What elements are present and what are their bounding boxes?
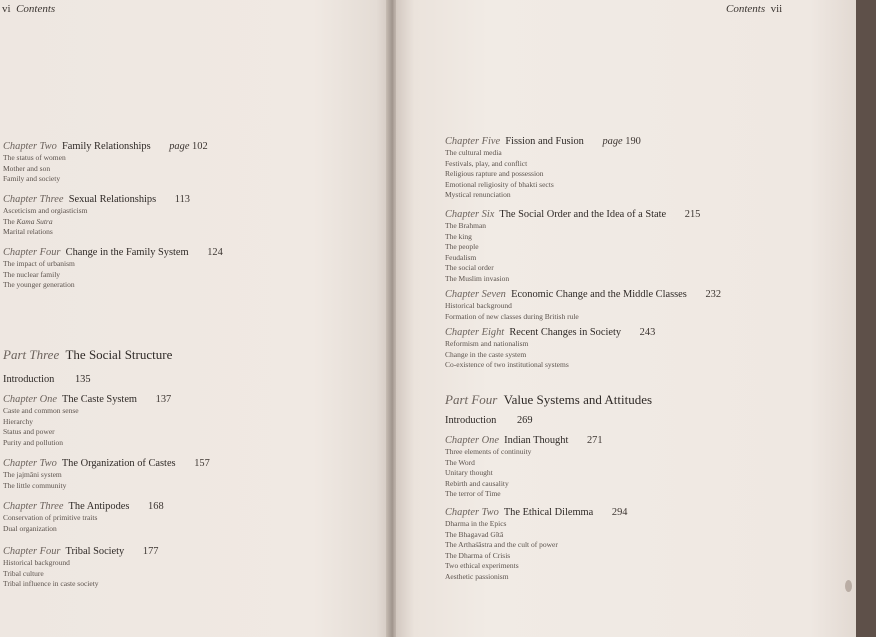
page-number: 271	[586, 435, 603, 446]
toc-chapter	[445, 288, 721, 322]
chapter-label: Chapter Three	[3, 194, 64, 205]
chapter-title: The Caste System	[61, 394, 138, 405]
introduction-label: Introduction	[445, 415, 497, 426]
running-head-title: Contents	[726, 3, 766, 15]
toc-chapter	[445, 135, 641, 201]
toc-subentry: Dual organization	[3, 523, 57, 533]
chapter-title: Change in the Family System	[65, 247, 189, 258]
toc-subentry: Formation of new classes during British rule	[445, 311, 579, 321]
chapter-label: Chapter Seven	[445, 289, 506, 300]
toc-chapter	[3, 140, 208, 185]
page-number: 168	[148, 501, 164, 512]
paper-blemish	[845, 580, 852, 592]
toc-subentry: The king	[445, 231, 472, 241]
toc-subentry: Two ethical experiments	[445, 561, 519, 571]
chapter-title: The Ethical Dilemma	[503, 507, 594, 518]
page-number: 137	[155, 394, 172, 405]
toc-subentry: Marital relations	[3, 227, 53, 237]
toc-chapter	[445, 434, 603, 500]
toc-subentry: The Muslim invasion	[445, 273, 510, 283]
toc-subentry: The little community	[3, 480, 67, 490]
toc-chapter	[445, 208, 700, 285]
toc-subentry: Emotional religiosity of bhakti sects	[445, 179, 554, 189]
toc-subentry: Historical background	[3, 558, 70, 567]
toc-subentry: Tribal culture	[3, 568, 44, 578]
chapter-label: Chapter Five	[445, 136, 501, 147]
chapter-title: The Social Order and the Idea of a State	[499, 209, 667, 220]
folio-number: vii	[770, 3, 783, 15]
introduction-label: Introduction	[3, 374, 55, 385]
toc-subentry: Unitary thought	[445, 468, 493, 478]
toc-chapter	[3, 500, 164, 534]
toc-chapter	[3, 457, 210, 491]
toc-introduction	[445, 414, 533, 427]
toc-subentry: The Brahman	[445, 221, 487, 230]
toc-subentry: The impact of urbanism	[3, 259, 75, 268]
chapter-label: Chapter One	[3, 394, 57, 405]
part-label: Part Four	[445, 392, 498, 407]
toc-subentry: The Arthaśāstra and the cult of power	[445, 540, 558, 550]
toc-subentry: Mother and son	[3, 163, 51, 173]
chapter-label: Chapter Three	[3, 501, 64, 512]
running-head-right	[726, 3, 782, 15]
part-label: Part Three	[3, 347, 60, 362]
toc-subentry: The nuclear family	[3, 269, 61, 279]
chapter-label: Chapter Four	[3, 546, 61, 557]
chapter-title: Indian Thought	[504, 435, 569, 446]
toc-subentry: Three elements of continuity	[445, 447, 532, 456]
toc-subentry: Family and society	[3, 174, 61, 184]
page-number: 243	[639, 327, 656, 338]
chapter-title: Family Relationships	[62, 141, 151, 152]
page-number: 232	[705, 289, 722, 300]
page-number: 177	[142, 546, 159, 557]
chapter-label: Chapter Four	[3, 247, 61, 258]
chapter-title: The Antipodes	[68, 501, 130, 512]
chapter-label: Chapter Two	[445, 507, 499, 518]
toc-chapter	[3, 246, 223, 291]
toc-subentry: Purity and pollution	[3, 437, 63, 447]
toc-chapter	[445, 326, 655, 371]
toc-chapter	[3, 193, 190, 238]
chapter-label: Chapter Six	[445, 209, 495, 220]
toc-subentry: Aesthetic passionism	[445, 571, 509, 581]
toc-subentry: Caste and common sense	[3, 406, 79, 415]
running-head-title: Contents	[16, 3, 56, 15]
chapter-title: Sexual Relationships	[68, 194, 157, 205]
left-page	[0, 0, 392, 637]
toc-chapter	[445, 506, 627, 583]
toc-subentry: The people	[445, 242, 479, 252]
toc-subentry: Dharma in the Epics	[445, 519, 507, 528]
toc-subentry: Tribal influence in caste society	[3, 579, 99, 589]
part-heading	[445, 392, 652, 408]
part-title: Value Systems and Attitudes	[503, 392, 653, 407]
toc-subentry: The status of women	[3, 153, 66, 162]
toc-subentry: Co-existence of two institutional systems	[445, 360, 569, 370]
running-head-left	[2, 3, 55, 15]
toc-subentry: Religious rapture and possession	[445, 169, 544, 179]
chapter-label: Chapter Eight	[445, 327, 505, 338]
toc-subentry: The terror of Time	[445, 489, 501, 499]
toc-subentry: The cultural media	[445, 148, 502, 157]
chapter-label: Chapter Two	[3, 458, 57, 469]
toc-subentry: Hierarchy	[3, 416, 33, 426]
page-number: 135	[74, 374, 91, 385]
toc-subentry: The Word	[445, 457, 475, 467]
toc-subentry: The Kama Sutra	[3, 216, 53, 226]
toc-chapter	[3, 545, 158, 590]
chapter-title: Recent Changes in Society	[509, 327, 622, 338]
toc-subentry: Feudalism	[445, 252, 477, 262]
toc-subentry: The social order	[445, 263, 494, 273]
page-number: 269	[516, 415, 533, 426]
page-number: 215	[684, 209, 701, 220]
part-heading	[3, 347, 172, 363]
page-number: page 190	[602, 136, 641, 147]
chapter-title: Economic Change and the Middle Classes	[511, 289, 687, 300]
toc-subentry: Historical background	[445, 301, 512, 310]
toc-subentry: Change in the caste system	[445, 349, 527, 359]
toc-subentry: Reformism and nationalism	[445, 339, 529, 348]
part-title: The Social Structure	[65, 347, 173, 362]
folio-number: vi	[2, 3, 11, 15]
toc-introduction	[3, 373, 91, 386]
page-number: 157	[194, 458, 210, 469]
page-number: 124	[207, 247, 223, 258]
toc-subentry: Asceticism and orgiasticism	[3, 206, 88, 215]
toc-subentry: The Dharma of Crisis	[445, 550, 511, 560]
toc-subentry: The younger generation	[3, 280, 75, 290]
toc-subentry: The Bhagavad Gītā	[445, 529, 504, 539]
toc-subentry: Festivals, play, and conflict	[445, 158, 528, 168]
right-page	[396, 0, 856, 637]
chapter-label: Chapter Two	[3, 141, 57, 152]
page-number: page 102	[169, 141, 208, 152]
page-number: 113	[174, 194, 190, 205]
toc-subentry: Status and power	[3, 427, 55, 437]
chapter-title: The Organization of Castes	[61, 458, 176, 469]
toc-subentry: Mystical renunciation	[445, 190, 511, 200]
page-number: 294	[611, 507, 628, 518]
chapter-title: Fission and Fusion	[505, 136, 584, 147]
chapter-title: Tribal Society	[65, 546, 125, 557]
toc-chapter	[3, 393, 171, 448]
toc-subentry: The jajmāni system	[3, 470, 62, 479]
chapter-label: Chapter One	[445, 435, 499, 446]
toc-subentry: Conservation of primitive traits	[3, 513, 98, 522]
toc-subentry: Rebirth and causality	[445, 478, 509, 488]
